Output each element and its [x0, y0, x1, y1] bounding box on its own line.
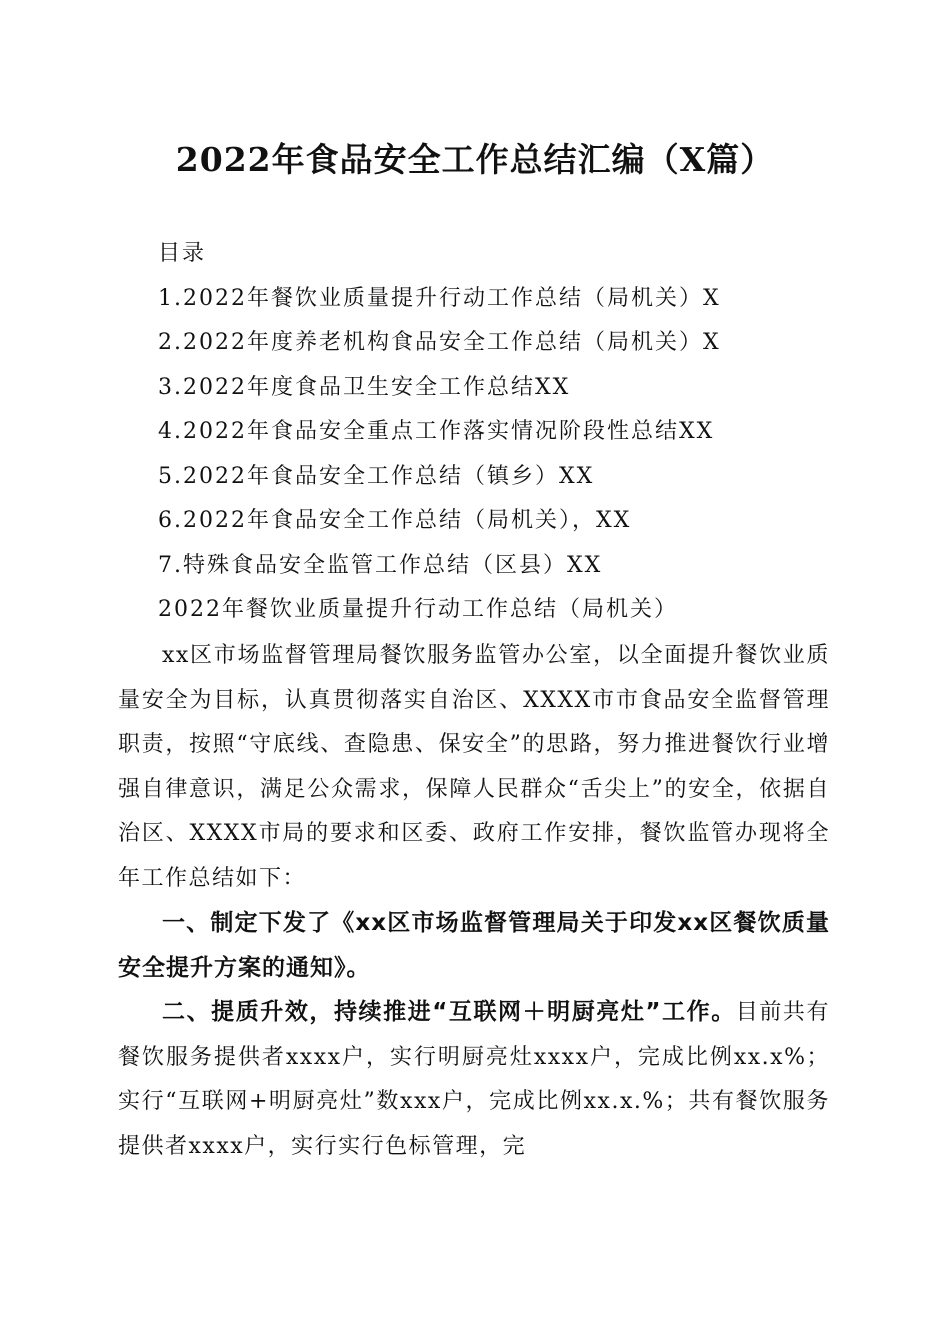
intro-paragraph: xx区市场监督管理局餐饮服务监管办公室，以全面提升餐饮业质量安全为目标，认真贯彻落实自治区、XXXX市市食品安全监督管理职责，按照“守底线、查隐患、保安全”的思路，努力推进餐饮行业增强自律意识，满足公众需求，保障人民群众“舌尖上”的安全，依据自治区、XXXX市局的要求和区委、政府工作安排，餐饮监管办现将全年工作总结如下： — [118, 643, 830, 891]
toc-item: 2.2022年度养老机构食品安全工作总结（局机关）X — [158, 330, 721, 355]
section-paragraph-two — [118, 990, 830, 1169]
section-title: 2022年餐饮业质量提升行动工作总结（局机关） — [158, 597, 678, 622]
toc-label: 目录 — [158, 241, 207, 266]
section-text-two: 目前共有餐饮服务提供者xxxx户，实行明厨亮灶xxxx户，完成比例xx.x%；实行“互联网+明厨亮灶”数xxx户，完成比例xx.x.%；共有餐饮服务提供者xxxx户，实行实行色标管理，完 — [118, 1000, 830, 1159]
document-title: 2022年食品安全工作总结汇编（X篇） — [175, 140, 775, 179]
section-heading-one: 一、制定下发了《xx区市场监督管理局关于印发xx区餐饮质量安全提升方案的通知》。 — [118, 910, 830, 981]
section-heading-two: 二、提质升效，持续推进“互联网＋明厨亮灶”工作。 — [162, 999, 736, 1025]
toc-item: 5.2022年食品安全工作总结（镇乡）XX — [158, 463, 595, 489]
toc-item: 4.2022年食品安全重点工作落实情况阶段性总结XX — [158, 419, 715, 444]
toc-item: 6.2022年食品安全工作总结（局机关），XX — [158, 508, 632, 533]
table-of-contents — [158, 232, 838, 633]
toc-item: 3.2022年度食品卫生安全工作总结XX — [158, 374, 571, 400]
toc-item: 7.特殊食品安全监管工作总结（区县）XX — [158, 552, 603, 578]
toc-item: 1.2022年餐饮业质量提升行动工作总结（局机关）X — [158, 285, 721, 311]
document-body — [118, 634, 830, 1169]
